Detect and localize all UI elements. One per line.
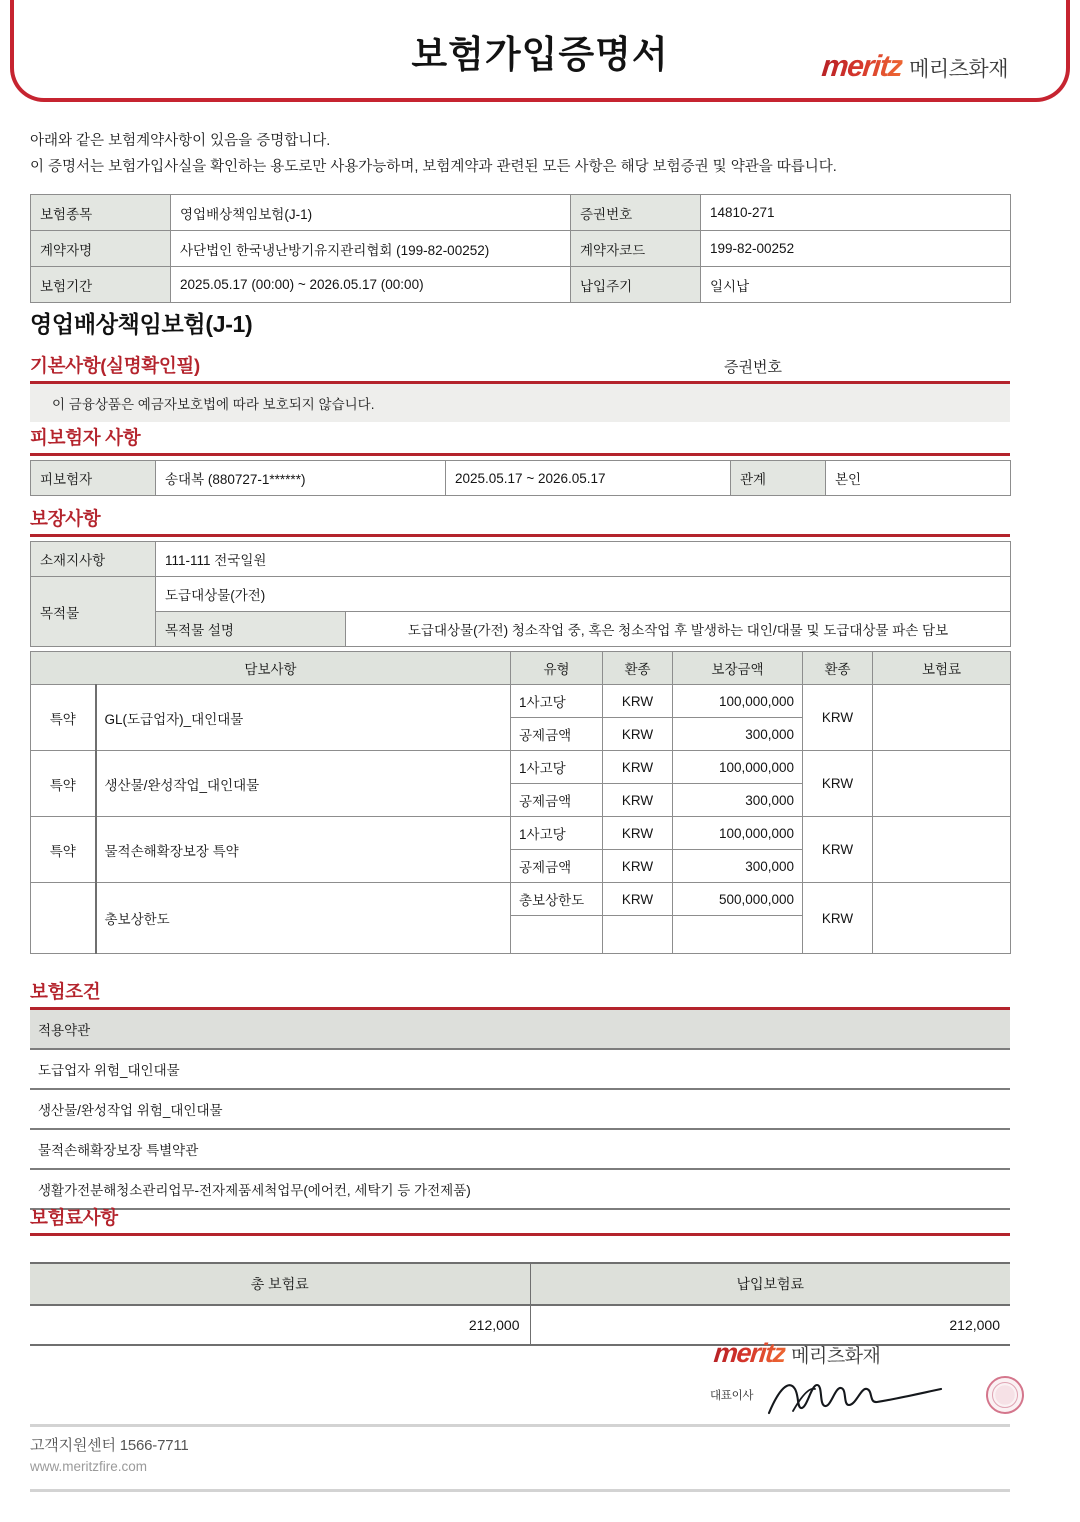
intro-text [30, 128, 1030, 180]
section-title: 피보험자 사항 [30, 427, 141, 448]
coverage-amount: 100,000,000 [673, 817, 803, 850]
table-row [31, 267, 1011, 303]
coverage-amount: 300,000 [673, 850, 803, 883]
coverage-type: 공제금액 [511, 718, 603, 751]
ceo-label: 대표이사 [710, 1390, 754, 1402]
coverage-amount: 100,000,000 [673, 685, 803, 718]
section-heading [30, 505, 1010, 537]
list-item [30, 1129, 1010, 1169]
coverage-name: 총보상한도 [96, 883, 511, 954]
coverage-currency: KRW [603, 685, 673, 718]
condition-item: 생활가전분해청소관리업무-전자제품세척업무(에어컨, 세탁기 등 가전제품) [30, 1169, 1010, 1209]
info-label-1: 보험기간 [31, 267, 171, 303]
conditions-section [30, 978, 1010, 1210]
coverage-kind: 특약 [31, 685, 96, 751]
table-header-row [31, 652, 1011, 685]
coverage-amount: 300,000 [673, 784, 803, 817]
info-label-1: 보험종목 [31, 195, 171, 231]
coverage-kind: 특약 [31, 817, 96, 883]
table-row [31, 685, 1011, 718]
info-value-2: 일시납 [701, 267, 1011, 303]
coverage-currency-group: KRW [803, 883, 873, 954]
coverage-kind [31, 883, 96, 954]
meritz-wordmark: meritz [820, 50, 904, 83]
table-row [31, 751, 1011, 784]
meritz-wordmark: meritz [712, 1338, 787, 1368]
basic-info-section [30, 352, 1010, 422]
section-heading [30, 352, 1010, 384]
meritz-logo-footer [704, 1338, 1024, 1369]
info-label-1: 계약자명 [31, 231, 171, 267]
coverage-premium [873, 883, 1011, 954]
coverage-currency: KRW [603, 817, 673, 850]
product-title: 영업배상책임보험(J-1) [30, 311, 253, 337]
company-seal-icon [986, 1376, 1024, 1414]
object-label: 목적물 [31, 577, 156, 647]
signature-block [704, 1338, 1024, 1438]
meritz-logo [822, 50, 1008, 84]
intro-line-1: 아래와 같은 보험계약사항이 있음을 증명합니다. [30, 133, 331, 149]
col-header-currency-1: 환종 [603, 652, 673, 685]
coverage-currency: KRW [603, 850, 673, 883]
coverage-premium [873, 685, 1011, 751]
relation-label: 관계 [731, 461, 826, 496]
website-url: www.meritzfire.com [30, 1459, 148, 1474]
coverage-type: 공제금액 [511, 850, 603, 883]
coverage-currency: KRW [603, 784, 673, 817]
condition-item: 도급업자 위험_대인대물 [30, 1049, 1010, 1089]
footer-divider-top [30, 1424, 1010, 1427]
col-header-coverage: 담보사항 [31, 652, 511, 685]
section-title: 보험료사항 [30, 1207, 118, 1228]
page-title: 보험가입증명서 [411, 34, 669, 75]
table-header-row [30, 1010, 1010, 1049]
coverage-currency: KRW [603, 883, 673, 916]
coverage-currency [603, 916, 673, 954]
section-title: 보장사항 [30, 508, 101, 529]
table-row [31, 542, 1011, 577]
insured-person-table [30, 460, 1011, 496]
paid-premium-value: 212,000 [530, 1305, 1010, 1345]
coverage-name: GL(도급업자)_대인대물 [96, 685, 511, 751]
info-value-2: 199-82-00252 [701, 231, 1011, 267]
section-heading [30, 424, 1010, 456]
footer-divider-bottom [30, 1489, 1010, 1492]
section-title: 보험조건 [30, 981, 101, 1002]
intro-line-2: 이 증명서는 보험가입사실을 확인하는 용도로만 사용가능하며, 보험계약과 관련된 모든 사항은 해당 보험증권 및 약관을 따릅니다. [30, 159, 837, 175]
total-premium-header: 총 보험료 [30, 1263, 530, 1305]
table-row [31, 612, 1011, 647]
coverage-name: 생산물/완성작업_대인대물 [96, 751, 511, 817]
footer [30, 1434, 189, 1474]
section-title: 기본사항(실명확인필) [30, 355, 200, 376]
condition-item: 물적손해확장보장 특별약관 [30, 1129, 1010, 1169]
table-row [31, 195, 1011, 231]
info-label-2: 납입주기 [571, 267, 701, 303]
col-header-premium: 보험료 [873, 652, 1011, 685]
signature-row [704, 1375, 1024, 1415]
list-item [30, 1049, 1010, 1089]
object-desc-label: 목적물 설명 [156, 612, 346, 647]
coverage-object-table [30, 541, 1011, 647]
section-heading [30, 978, 1010, 1010]
condition-item: 생산물/완성작업 위험_대인대물 [30, 1089, 1010, 1129]
insured-person-section [30, 424, 1010, 496]
coverage-type: 1사고당 [511, 817, 603, 850]
paid-premium-header: 납입보험료 [530, 1263, 1010, 1305]
list-item [30, 1169, 1010, 1209]
table-row [31, 577, 1011, 612]
info-value-1: 영업배상책임보험(J-1) [171, 195, 571, 231]
object-desc-value: 도급대상물(가전) 청소작업 중, 혹은 청소작업 후 발생하는 대인/대물 및 도급대상물 파손 담보 [346, 612, 1011, 647]
total-premium-value: 212,000 [30, 1305, 530, 1345]
table-header-row [30, 1263, 1010, 1305]
info-label-2: 계약자코드 [571, 231, 701, 267]
info-value-1: 2025.05.17 (00:00) ~ 2026.05.17 (00:00) [171, 267, 571, 303]
coverage-currency: KRW [603, 751, 673, 784]
table-row [31, 883, 1011, 916]
col-header-currency-2: 환종 [803, 652, 873, 685]
info-value-2: 14810-271 [701, 195, 1011, 231]
location-value: 111-111 전국일원 [156, 542, 1011, 577]
customer-support: 고객지원센터 1566-7711 [30, 1437, 189, 1454]
deposit-protection-notice: 이 금융상품은 예금자보호법에 따라 보호되지 않습니다. [30, 384, 1010, 422]
coverage-name: 물적손해확장보장 특약 [96, 817, 511, 883]
coverage-amount: 500,000,000 [673, 883, 803, 916]
coverage-premium [873, 817, 1011, 883]
table-row [31, 817, 1011, 850]
meritz-korean-name: 메리츠화재 [791, 1346, 881, 1367]
coverage-currency-group: KRW [803, 685, 873, 751]
coverage-currency-group: KRW [803, 751, 873, 817]
insured-label: 피보험자 [31, 461, 156, 496]
coverage-currency-group: KRW [803, 817, 873, 883]
insured-name: 송대복 (880727-1******) [156, 461, 446, 496]
premium-table [30, 1262, 1010, 1346]
contract-info-table [30, 194, 1011, 303]
coverage-detail-table [30, 651, 1011, 954]
conditions-header: 적용약관 [30, 1010, 1010, 1049]
premium-section [30, 1204, 1010, 1346]
coverage-amount: 100,000,000 [673, 751, 803, 784]
object-value: 도급대상물(가전) [156, 577, 1011, 612]
location-label: 소재지사항 [31, 542, 156, 577]
coverage-currency: KRW [603, 718, 673, 751]
section-heading [30, 1204, 1010, 1236]
insured-period: 2025.05.17 ~ 2026.05.17 [446, 461, 731, 496]
meritz-korean-name: 메리츠화재 [909, 58, 1008, 81]
coverage-type: 총보상한도 [511, 883, 603, 916]
coverage-kind: 특약 [31, 751, 96, 817]
coverage-amount [673, 916, 803, 954]
col-header-type: 유형 [511, 652, 603, 685]
coverage-type [511, 916, 603, 954]
conditions-table [30, 1010, 1010, 1210]
coverage-section [30, 505, 1010, 954]
coverage-amount: 300,000 [673, 718, 803, 751]
coverage-type: 1사고당 [511, 685, 603, 718]
info-label-2: 증권번호 [571, 195, 701, 231]
relation-value: 본인 [826, 461, 1011, 496]
coverage-type: 공제금액 [511, 784, 603, 817]
ceo-signature-icon [763, 1375, 976, 1415]
table-row [31, 461, 1011, 496]
list-item [30, 1089, 1010, 1129]
coverage-premium [873, 751, 1011, 817]
policy-number-label: 증권번호 [724, 359, 782, 376]
coverage-type: 1사고당 [511, 751, 603, 784]
col-header-amount: 보장금액 [673, 652, 803, 685]
table-row [31, 231, 1011, 267]
info-value-1: 사단법인 한국냉난방기유지관리협회 (199-82-00252) [171, 231, 571, 267]
